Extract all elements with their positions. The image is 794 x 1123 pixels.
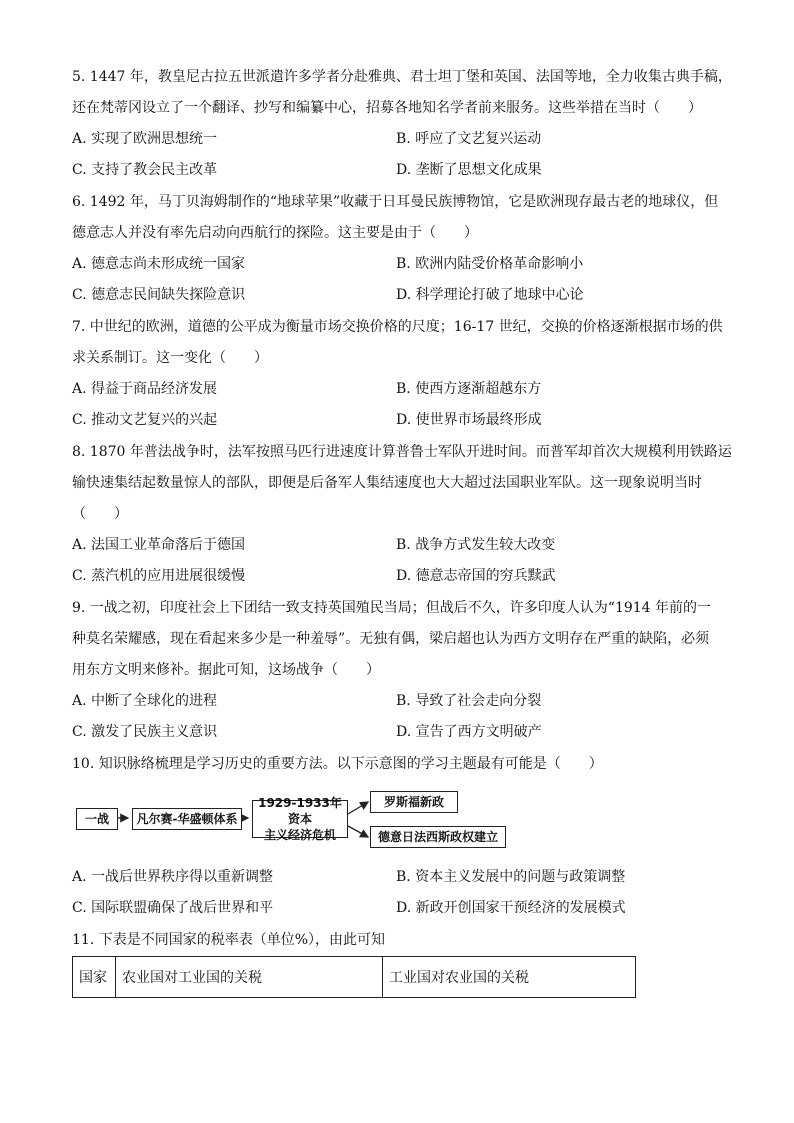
q9-line2: 种莫名荣耀感，现在看起来多少是一种羞辱”。无独有偶，梁启超也认为西方文明存在严重的缺陷，必须 bbox=[72, 631, 710, 647]
diagram-box-crisis-line2: 主义经济危机 bbox=[263, 828, 336, 842]
q11-line1: 11. 下表是不同国家的税率表（单位%），由此可知 bbox=[72, 932, 386, 948]
diagram-box-fascism: 德意日法西斯政权建立 bbox=[370, 826, 506, 848]
q10-option-c: C. 国际联盟确保了战后世界和平 bbox=[72, 900, 274, 916]
q7-option-c: C. 推动文艺复兴的兴起 bbox=[72, 412, 218, 428]
q6-option-a: A. 德意志尚未形成统一国家 bbox=[72, 256, 246, 272]
q6-option-d: D. 科学理论打破了地球中心论 bbox=[396, 287, 584, 303]
q8-line1: 8. 1870 年普法战争时，法军按照马匹行进速度计算普鲁士军队开进时间。而普军却首次大规模利用铁路运 bbox=[72, 444, 732, 460]
q7-line2: 求关系制订。这一变化（ ） bbox=[72, 350, 268, 366]
q7-option-b: B. 使西方逐渐超越东方 bbox=[396, 381, 542, 397]
q5-option-c: C. 支持了教会民主改革 bbox=[72, 162, 218, 178]
table-header-country: 国家 bbox=[73, 957, 116, 998]
arrow-4 bbox=[348, 826, 368, 837]
q9-option-a: A. 中断了全球化的进程 bbox=[72, 693, 218, 709]
q6-option-b: B. 欧洲内陆受价格革命影响小 bbox=[396, 256, 584, 272]
q8-line2: 输快速集结起数量惊人的部队，即便是后备军人集结速度也大大超过法国职业军队。这一现象说明当时 bbox=[72, 475, 702, 491]
q10-option-d: D. 新政开创国家干预经济的发展模式 bbox=[396, 900, 626, 916]
table-header-agri-to-ind: 农业国对工业国的关税 bbox=[116, 957, 383, 998]
q8-option-d: D. 德意志帝国的穷兵黩武 bbox=[396, 568, 556, 584]
diagram-box-new-deal: 罗斯福新政 bbox=[370, 791, 458, 813]
q10-line1: 10. 知识脉络梳理是学习历史的重要方法。以下示意图的学习主题最有可能是（ ） bbox=[72, 756, 603, 772]
q9-line3: 用东方文明来修补。据此可知，这场战争（ ） bbox=[72, 662, 380, 678]
q5-line2: 还在梵蒂冈设立了一个翻译、抄写和编纂中心，招募各地知名学者前来服务。这些举措在当时（ ） bbox=[72, 100, 702, 116]
q6-line1: 6. 1492 年，马丁贝海姆制作的“地球苹果”收藏于日耳曼民族博物馆，它是欧洲现存最古老的地球仪，但 bbox=[72, 194, 719, 210]
tax-rate-table bbox=[72, 956, 636, 998]
q5-line1: 5. 1447 年，教皇尼古拉五世派遣许多学者分赴雅典、君士坦丁堡和英国、法国等地，全力收集古典手稿， bbox=[72, 69, 732, 85]
q9-option-b: B. 导致了社会走向分裂 bbox=[396, 693, 542, 709]
q6-option-c: C. 德意志民间缺失探险意识 bbox=[72, 287, 246, 303]
q5-option-d: D. 垄断了思想文化成果 bbox=[396, 162, 542, 178]
q8-option-c: C. 蒸汽机的应用进展很缓慢 bbox=[72, 568, 246, 584]
diagram-box-crisis bbox=[252, 796, 348, 842]
diagram-box-crisis-line1: 1929-1933年资本 bbox=[258, 796, 342, 826]
flow-diagram bbox=[76, 790, 516, 850]
q8-line3: （ ） bbox=[72, 506, 128, 522]
q10-option-a: A. 一战后世界秩序得以重新调整 bbox=[72, 869, 274, 885]
q6-line2: 德意志人并没有率先启动向西航行的探险。这主要是由于（ ） bbox=[72, 225, 478, 241]
table-header-row bbox=[73, 957, 636, 998]
q8-option-b: B. 战争方式发生较大改变 bbox=[396, 537, 556, 553]
table-header-ind-to-agri: 工业国对农业国的关税 bbox=[383, 957, 636, 998]
diagram-box-ww1: 一战 bbox=[76, 808, 118, 830]
q8-option-a: A. 法国工业革命落后于德国 bbox=[72, 537, 246, 553]
diagram-box-versailles: 凡尔赛-华盛顿体系 bbox=[132, 808, 242, 830]
q9-option-d: D. 宣告了西方文明破产 bbox=[396, 724, 542, 740]
arrow-3 bbox=[348, 802, 368, 814]
q5-option-b: B. 呼应了文艺复兴运动 bbox=[396, 131, 542, 147]
q9-option-c: C. 激发了民族主义意识 bbox=[72, 724, 218, 740]
q5-option-a: A. 实现了欧洲思想统一 bbox=[72, 131, 218, 147]
q10-option-b: B. 资本主义发展中的问题与政策调整 bbox=[396, 869, 626, 885]
q7-line1: 7. 中世纪的欧洲，道德的公平成为衡量市场交换价格的尺度；16-17 世纪，交换的价格逐渐根据市场的供 bbox=[72, 319, 723, 335]
q9-line1: 9. 一战之初，印度社会上下团结一致支持英国殖民当局；但战后不久，许多印度人认为“1914 年前的一 bbox=[72, 600, 712, 616]
q7-option-a: A. 得益于商品经济发展 bbox=[72, 381, 218, 397]
q7-option-d: D. 使世界市场最终形成 bbox=[396, 412, 542, 428]
